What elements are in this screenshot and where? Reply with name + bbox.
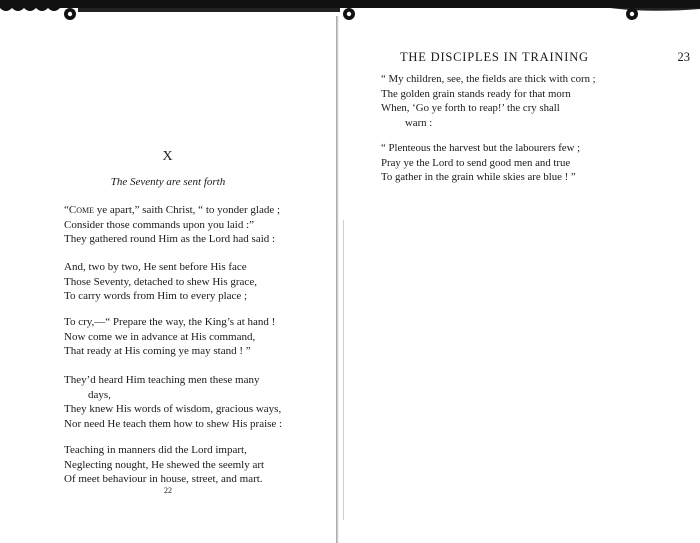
poem-line: “Come ye apart,” saith Christ, “ to yonder glade ; [64, 204, 281, 216]
poem-line-continuation: days, [88, 388, 111, 401]
poem-line: Those Seventy, detached to shew His grace, [64, 275, 257, 288]
poem-line: Of meet behaviour in house, street, and mart. [64, 473, 263, 485]
poem-line: “ Plenteous the harvest but the labourers few ; [381, 142, 581, 154]
poem-line: Pray ye the Lord to send good men and true [381, 156, 571, 169]
running-head [400, 50, 690, 65]
stanza-6 [381, 72, 596, 130]
poem-line: When, ‘Go ye forth to reap!’ the cry shall [381, 102, 560, 114]
poem-line-continuation: warn : [405, 116, 433, 129]
stanza-5 [64, 443, 264, 487]
poem-line: They knew His words of wisdom, gracious ways, [64, 403, 282, 415]
poem-line: Neglecting nought, He shewed the seemly art [64, 458, 265, 471]
poem-line: “ My children, see, the fields are thick with corn ; [381, 73, 596, 85]
poem-line: The golden grain stands ready for that morn [381, 87, 571, 100]
chapter-title: The Seventy are sent forth [110, 176, 226, 188]
poem-line: To cry,—“ Prepare the way, the King’s at hand ! [64, 316, 276, 328]
stanza-1 [64, 203, 280, 247]
poem-line: Teaching in manners did the Lord impart, [64, 444, 247, 456]
stanza-2 [64, 260, 257, 304]
page-number-left: 22 [164, 486, 172, 495]
first-word: Come [68, 204, 95, 216]
page-gutter [336, 16, 339, 543]
poem-line: And, two by two, He sent before His face [64, 261, 247, 273]
poem-line: That ready at His coming ye may stand ! ” [64, 345, 251, 357]
stanza-4 [64, 373, 282, 431]
poem-line: To carry words from Him to every place ; [64, 290, 248, 302]
poem-line: To gather in the grain while skies are blue ! ” [381, 171, 576, 183]
right-page [340, 0, 700, 543]
poem-line: Consider those commands upon you laid :” [64, 218, 255, 231]
chapter-number: X [162, 149, 174, 164]
poem-line: They’d heard Him teaching men these many [64, 374, 260, 386]
page-number-right: 23 [677, 50, 690, 64]
poem-line: Now come we in advance at His command, [64, 330, 256, 343]
running-head-title: THE DISCIPLES IN TRAINING [400, 50, 589, 64]
stanza-7 [381, 141, 580, 185]
stanza-3 [64, 315, 275, 359]
poem-line: They gathered round Him as the Lord had said : [64, 233, 276, 245]
left-page [0, 0, 336, 543]
poem-line: Nor need He teach them how to shew His praise : [64, 417, 283, 430]
